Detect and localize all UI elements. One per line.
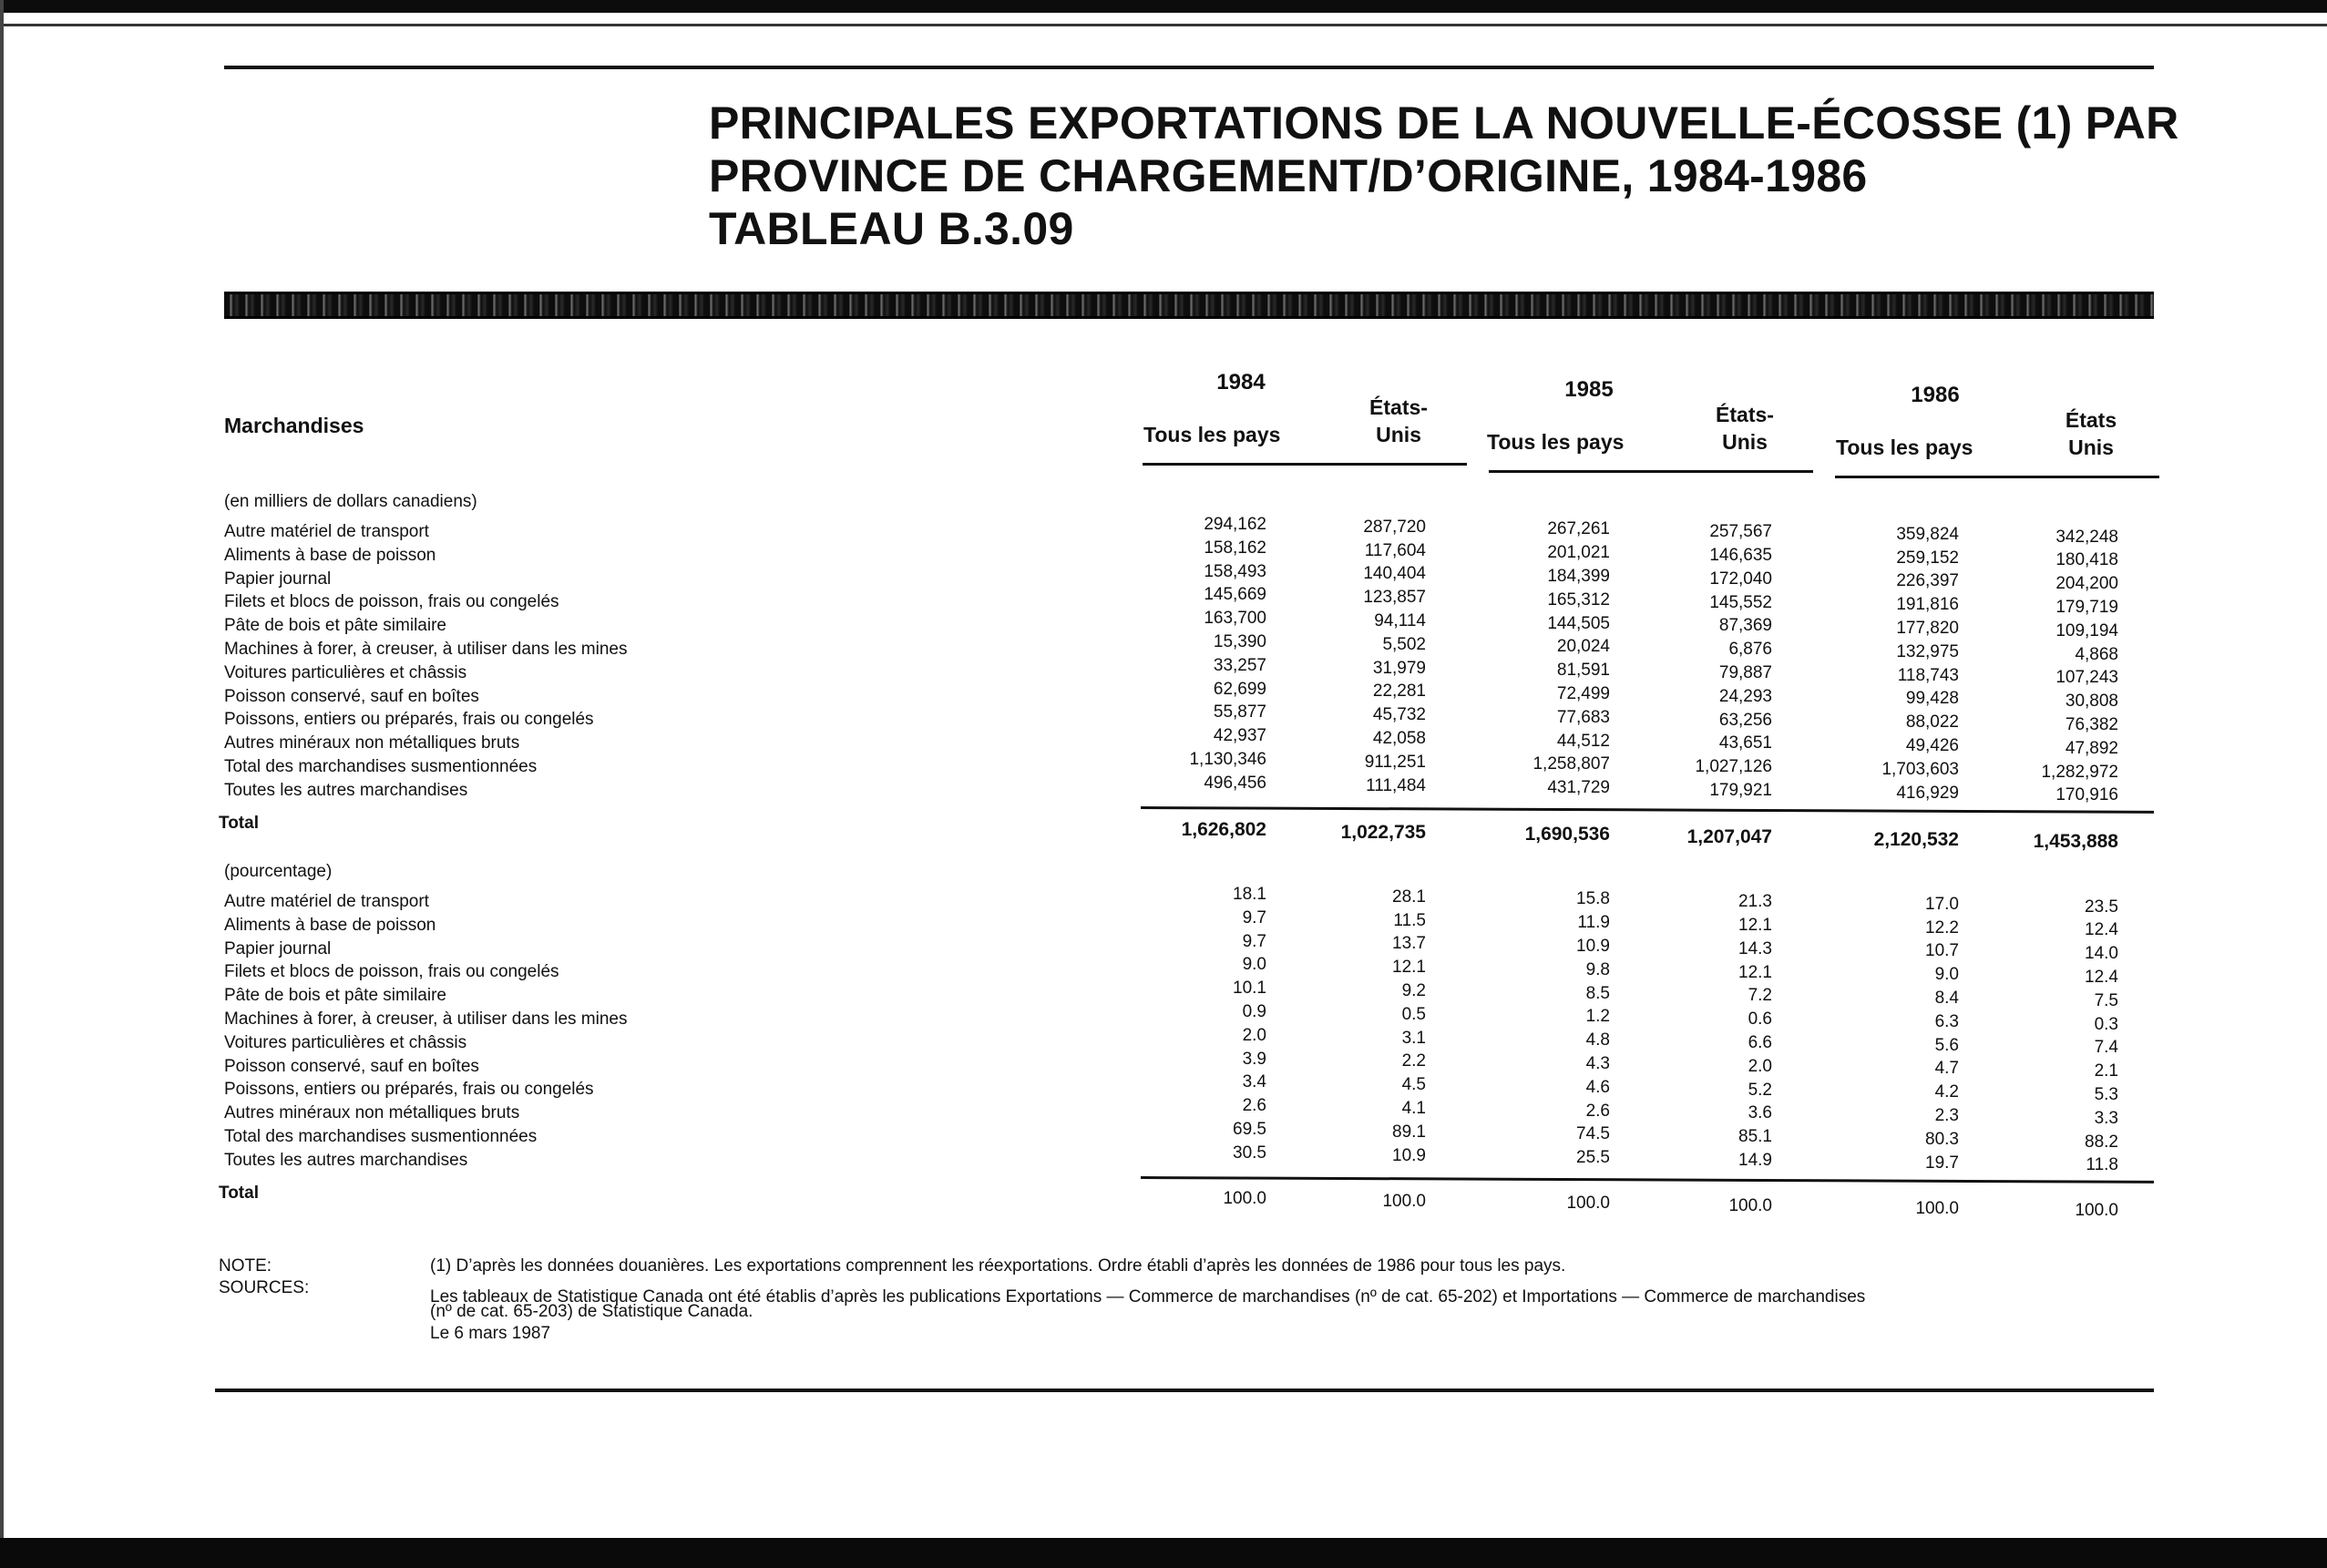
row-label: Machines à forer, à creuser, à utiliser dans les mines (224, 640, 628, 659)
cell-value: 257,567 (1709, 522, 1772, 542)
cell-value: 0.3 (2094, 1014, 2118, 1034)
cell-value: 76,382 (2065, 714, 2118, 734)
cell-value: 2.0 (1242, 1025, 1266, 1045)
cell-value: 12.4 (2085, 967, 2118, 987)
cell-value: 1,130,346 (1189, 750, 1266, 769)
cell-value: 184,399 (1547, 567, 1610, 586)
cell-value: 2.1 (2094, 1061, 2118, 1081)
year-underline-1985 (1489, 470, 1813, 473)
cell-value: 3.9 (1242, 1049, 1266, 1069)
row-label: Autres minéraux non métalliques bruts (224, 1103, 520, 1123)
cell-value: 172,040 (1709, 569, 1772, 589)
cell-value: 1,258,807 (1533, 754, 1610, 774)
col-us-line-2: Unis (1376, 423, 1421, 446)
cell-value: 30.5 (1233, 1143, 1266, 1163)
col-us-line-2: Unis (2068, 436, 2114, 459)
cell-value: 43,651 (1718, 733, 1772, 753)
col-us-1986 (2045, 406, 2137, 461)
total-value: 1,453,888 (2033, 831, 2118, 853)
cell-value: 44,512 (1556, 731, 1610, 751)
row-label: Papier journal (224, 938, 332, 958)
cell-value: 11.8 (2086, 1155, 2118, 1175)
cell-value: 18.1 (1233, 885, 1266, 904)
row-label: Autres minéraux non métalliques bruts (224, 733, 520, 753)
col-us-1984 (1353, 394, 1444, 448)
cell-value: 5.3 (2094, 1084, 2118, 1104)
cell-value: 163,700 (1204, 609, 1266, 629)
cell-value: 63,256 (1718, 710, 1772, 730)
cell-value: 226,397 (1896, 571, 1959, 591)
row-label: Filets et blocs de poisson, frais ou congelés (224, 962, 559, 982)
cell-value: 9.8 (1585, 959, 1610, 979)
row-label: Filets et blocs de poisson, frais ou congelés (224, 592, 559, 612)
total-value: 100.0 (1728, 1195, 1772, 1215)
cell-value: 5.6 (1934, 1035, 1959, 1055)
cell-value: 1,703,603 (1881, 759, 1959, 779)
cell-value: 21.3 (1738, 892, 1772, 912)
col-all-countries-1984: Tous les pays (1143, 423, 1281, 446)
row-label: Pâte de bois et pâte similaire (224, 616, 446, 636)
row-label: Total des marchandises susmentionnées (224, 1127, 538, 1146)
cell-value: 14.9 (1738, 1150, 1772, 1170)
cell-value: 30,808 (2065, 692, 2118, 712)
col-all-countries-1985: Tous les pays (1487, 430, 1625, 454)
cell-value: 7.4 (2094, 1038, 2118, 1058)
cell-value: 6.3 (1934, 1011, 1959, 1031)
cell-value: 25.5 (1576, 1148, 1610, 1168)
note-label: NOTE: (219, 1256, 272, 1276)
row-label: Voitures particulières et châssis (224, 662, 467, 682)
cell-value: 72,499 (1556, 684, 1610, 703)
cell-value: 2.6 (1242, 1096, 1266, 1116)
title-line-3: TABLEAU B.3.09 (709, 203, 1074, 254)
cell-value: 117,604 (1364, 540, 1426, 560)
year-underline-1986 (1835, 476, 2159, 478)
row-label: Poissons, entiers ou préparés, frais ou congelés (224, 710, 594, 730)
title-line-1: PRINCIPALES EXPORTATIONS DE LA NOUVELLE-ÉCOSSE (1) PAR (709, 97, 2179, 149)
total-value: 100.0 (1915, 1198, 1959, 1218)
cell-value: 15,390 (1213, 632, 1266, 651)
cell-value: 118,743 (1897, 665, 1959, 685)
cell-value: 12.4 (2085, 920, 2118, 940)
total-value: 100.0 (2075, 1201, 2118, 1221)
cell-value: 146,635 (1709, 545, 1772, 565)
cell-value: 177,820 (1896, 619, 1959, 638)
row-label: Aliments à base de poisson (224, 915, 436, 935)
scan-edge-bottom (0, 1538, 2327, 1568)
cell-value: 191,816 (1896, 595, 1959, 615)
total-value: 1,207,047 (1686, 825, 1772, 847)
total-value: 100.0 (1382, 1191, 1426, 1211)
cell-value: 144,505 (1547, 613, 1610, 633)
cell-value: 158,162 (1204, 538, 1266, 558)
cell-value: 77,683 (1556, 707, 1610, 727)
cell-value: 12.1 (1392, 958, 1426, 978)
col-us-line-1: États- (1369, 395, 1428, 419)
cell-value: 12.2 (1925, 917, 1959, 938)
cell-value: 911,251 (1364, 752, 1426, 772)
cell-value: 123,857 (1363, 588, 1426, 608)
cell-value: 431,729 (1547, 778, 1610, 798)
cell-value: 94,114 (1374, 610, 1426, 630)
col-us-line-1: États (2065, 408, 2117, 432)
cell-value: 4.2 (1934, 1082, 1959, 1102)
cell-value: 24,293 (1718, 686, 1772, 706)
cell-value: 80.3 (1925, 1129, 1959, 1149)
cell-value: 19.7 (1925, 1153, 1959, 1173)
cell-value: 165,312 (1547, 589, 1610, 610)
cell-value: 42,058 (1372, 728, 1426, 748)
cell-value: 12.1 (1738, 915, 1772, 935)
cell-value: 9.0 (1242, 955, 1266, 975)
note-text: (1) D’après les données douanières. Les exportations comprennent les réexportations. Ordre établi d’après les données de 1986 pour tous les pays. (430, 1256, 1566, 1276)
cell-value: 14.3 (1738, 938, 1772, 958)
cell-value: 1,027,126 (1695, 757, 1772, 777)
cell-value: 42,937 (1213, 726, 1266, 746)
cell-value: 158,493 (1204, 561, 1266, 581)
cell-value: 9.7 (1242, 931, 1266, 951)
cell-value: 4.3 (1585, 1054, 1610, 1073)
cell-value: 4.6 (1585, 1077, 1610, 1097)
cell-value: 8.5 (1585, 983, 1610, 1003)
cell-value: 33,257 (1213, 655, 1266, 675)
cell-value: 3.1 (1401, 1028, 1426, 1048)
cell-value: 416,929 (1896, 783, 1959, 803)
col-us-1985 (1699, 401, 1790, 456)
publication-date: Le 6 mars 1987 (430, 1324, 551, 1343)
cell-value: 2.3 (1934, 1106, 1959, 1125)
cell-value: 81,591 (1556, 661, 1610, 681)
cell-value: 10.9 (1576, 937, 1610, 956)
cell-value: 107,243 (2055, 668, 2118, 688)
cell-value: 111,484 (1366, 775, 1426, 795)
cell-value: 10.1 (1233, 979, 1266, 999)
cell-value: 179,921 (1709, 780, 1772, 800)
total-label: Total (219, 1183, 259, 1203)
cell-value: 55,877 (1213, 702, 1266, 723)
cell-value: 0.6 (1748, 1009, 1772, 1030)
total-label: Total (219, 813, 259, 833)
row-label: Autre matériel de transport (224, 892, 429, 911)
year-header-1984: 1984 (1216, 370, 1266, 395)
total-value: 1,690,536 (1524, 824, 1610, 845)
cell-value: 4.5 (1401, 1075, 1426, 1095)
cell-value: 47,892 (2065, 738, 2118, 758)
cell-value: 69.5 (1233, 1120, 1266, 1139)
total-value: 100.0 (1566, 1194, 1610, 1214)
col-us-line-1: États- (1716, 403, 1774, 426)
cell-value: 287,720 (1363, 517, 1426, 537)
title-line-2: PROVINCE DE CHARGEMENT/D’ORIGINE, 1984-1986 (709, 150, 1868, 201)
cell-value: 12.1 (1738, 962, 1772, 982)
cell-value: 7.2 (1748, 986, 1772, 1006)
cell-value: 6,876 (1728, 640, 1772, 660)
cell-value: 4,868 (2075, 644, 2118, 664)
cell-value: 259,152 (1896, 548, 1959, 568)
year-underline-1984 (1143, 463, 1467, 466)
cell-value: 11.9 (1577, 913, 1610, 933)
cell-value: 62,699 (1213, 679, 1266, 699)
cell-value: 109,194 (2055, 620, 2118, 641)
cell-value: 99,428 (1905, 689, 1959, 709)
total-value: 1,022,735 (1340, 821, 1426, 843)
row-label: Poissons, entiers ou préparés, frais ou congelés (224, 1080, 594, 1100)
cell-value: 1,282,972 (2041, 762, 2118, 782)
cell-value: 0.5 (1401, 1004, 1426, 1024)
cell-value: 2.6 (1585, 1101, 1610, 1121)
year-header-1985: 1985 (1564, 377, 1614, 402)
cell-value: 0.9 (1242, 1002, 1266, 1021)
cell-value: 3.4 (1242, 1072, 1266, 1092)
cell-value: 179,719 (2055, 597, 2118, 617)
cell-value: 20,024 (1556, 637, 1610, 657)
cell-value: 2.0 (1748, 1056, 1772, 1076)
cell-value: 3.6 (1748, 1103, 1772, 1123)
cell-value: 74.5 (1576, 1124, 1610, 1144)
cell-value: 496,456 (1204, 773, 1266, 793)
cell-value: 85.1 (1738, 1127, 1772, 1147)
cell-value: 14.0 (2085, 944, 2118, 964)
row-label: Machines à forer, à creuser, à utiliser dans les mines (224, 1009, 628, 1029)
cell-value: 22,281 (1372, 682, 1426, 702)
cell-value: 8.4 (1934, 989, 1959, 1008)
cell-value: 294,162 (1204, 515, 1266, 534)
total-value: 2,120,532 (1873, 828, 1959, 850)
col-all-countries-1986: Tous les pays (1836, 436, 1973, 459)
row-label: Papier journal (224, 569, 332, 589)
cell-value: 31,979 (1372, 658, 1426, 678)
cell-value: 5,502 (1382, 634, 1426, 654)
cell-value: 145,552 (1709, 592, 1772, 612)
cell-value: 2.2 (1401, 1051, 1426, 1071)
total-value: 100.0 (1223, 1188, 1266, 1208)
cell-value: 13.7 (1392, 934, 1426, 954)
row-label: Autre matériel de transport (224, 522, 429, 541)
cell-value: 17.0 (1925, 894, 1959, 914)
cell-value: 201,021 (1547, 543, 1610, 563)
cell-value: 10.7 (1925, 941, 1959, 961)
year-header-1986: 1986 (1911, 383, 1960, 407)
cell-value: 11.5 (1393, 910, 1426, 930)
stub-header: Marchandises (224, 414, 364, 437)
row-label: Voitures particulières et châssis (224, 1032, 467, 1052)
cell-value: 170,916 (2055, 785, 2118, 805)
unit-label: (en milliers de dollars canadiens) (224, 492, 477, 511)
cell-value: 87,369 (1718, 616, 1772, 636)
cell-value: 9.0 (1934, 965, 1959, 985)
row-label: Poisson conservé, sauf en boîtes (224, 686, 479, 706)
cell-value: 9.7 (1242, 907, 1266, 927)
unit-label: (pourcentage) (224, 862, 333, 881)
total-value: 1,626,802 (1181, 818, 1266, 840)
cell-value: 3.3 (2094, 1108, 2118, 1128)
total-rule (1141, 1176, 2154, 1184)
cell-value: 4.8 (1585, 1030, 1610, 1050)
cell-value: 1.2 (1585, 1007, 1610, 1027)
cell-value: 359,824 (1896, 524, 1959, 544)
cell-value: 10.9 (1392, 1145, 1426, 1165)
cell-value: 6.6 (1748, 1032, 1772, 1052)
cell-value: 49,426 (1905, 736, 1959, 755)
cell-value: 132,975 (1896, 641, 1959, 661)
cell-value: 204,200 (2055, 574, 2118, 594)
cell-value: 89.1 (1392, 1122, 1426, 1142)
sources-label: SOURCES: (219, 1278, 310, 1297)
col-us-line-2: Unis (1722, 430, 1768, 454)
total-rule (1141, 806, 2154, 814)
row-label: Poisson conservé, sauf en boîtes (224, 1056, 479, 1076)
row-label: Toutes les autres marchandises (224, 1150, 468, 1170)
cell-value: 180,418 (2055, 550, 2118, 570)
cell-value: 5.2 (1748, 1080, 1772, 1100)
sources-line-2: (nº de cat. 65-203) de Statistique Canada. (430, 1302, 753, 1321)
cell-value: 4.7 (1934, 1059, 1959, 1079)
cell-value: 23.5 (2085, 897, 2118, 917)
cell-value: 79,887 (1718, 662, 1772, 682)
cell-value: 88,022 (1905, 712, 1959, 733)
cell-value: 4.1 (1401, 1098, 1426, 1118)
bottom-rule (215, 1389, 2154, 1392)
cell-value: 145,669 (1204, 585, 1266, 605)
row-label: Aliments à base de poisson (224, 545, 436, 565)
cell-value: 342,248 (2055, 527, 2118, 547)
row-label: Toutes les autres marchandises (224, 780, 468, 800)
cell-value: 140,404 (1363, 564, 1426, 584)
cell-value: 267,261 (1547, 519, 1610, 539)
cell-value: 45,732 (1372, 705, 1426, 725)
cell-value: 15.8 (1576, 889, 1610, 909)
cell-value: 88.2 (2085, 1132, 2118, 1152)
cell-value: 7.5 (2094, 990, 2118, 1010)
cell-value: 9.2 (1401, 980, 1426, 1000)
row-label: Pâte de bois et pâte similaire (224, 986, 446, 1006)
cell-value: 28.1 (1392, 886, 1426, 907)
sources-line-1: Les tableaux de Statistique Canada ont été établis d’après les publications Exportations — Commerce de marchandises (nº de cat. 65-202) et Importations — Commerce de marchandises (430, 1287, 1866, 1307)
row-label: Total des marchandises susmentionnées (224, 757, 538, 776)
